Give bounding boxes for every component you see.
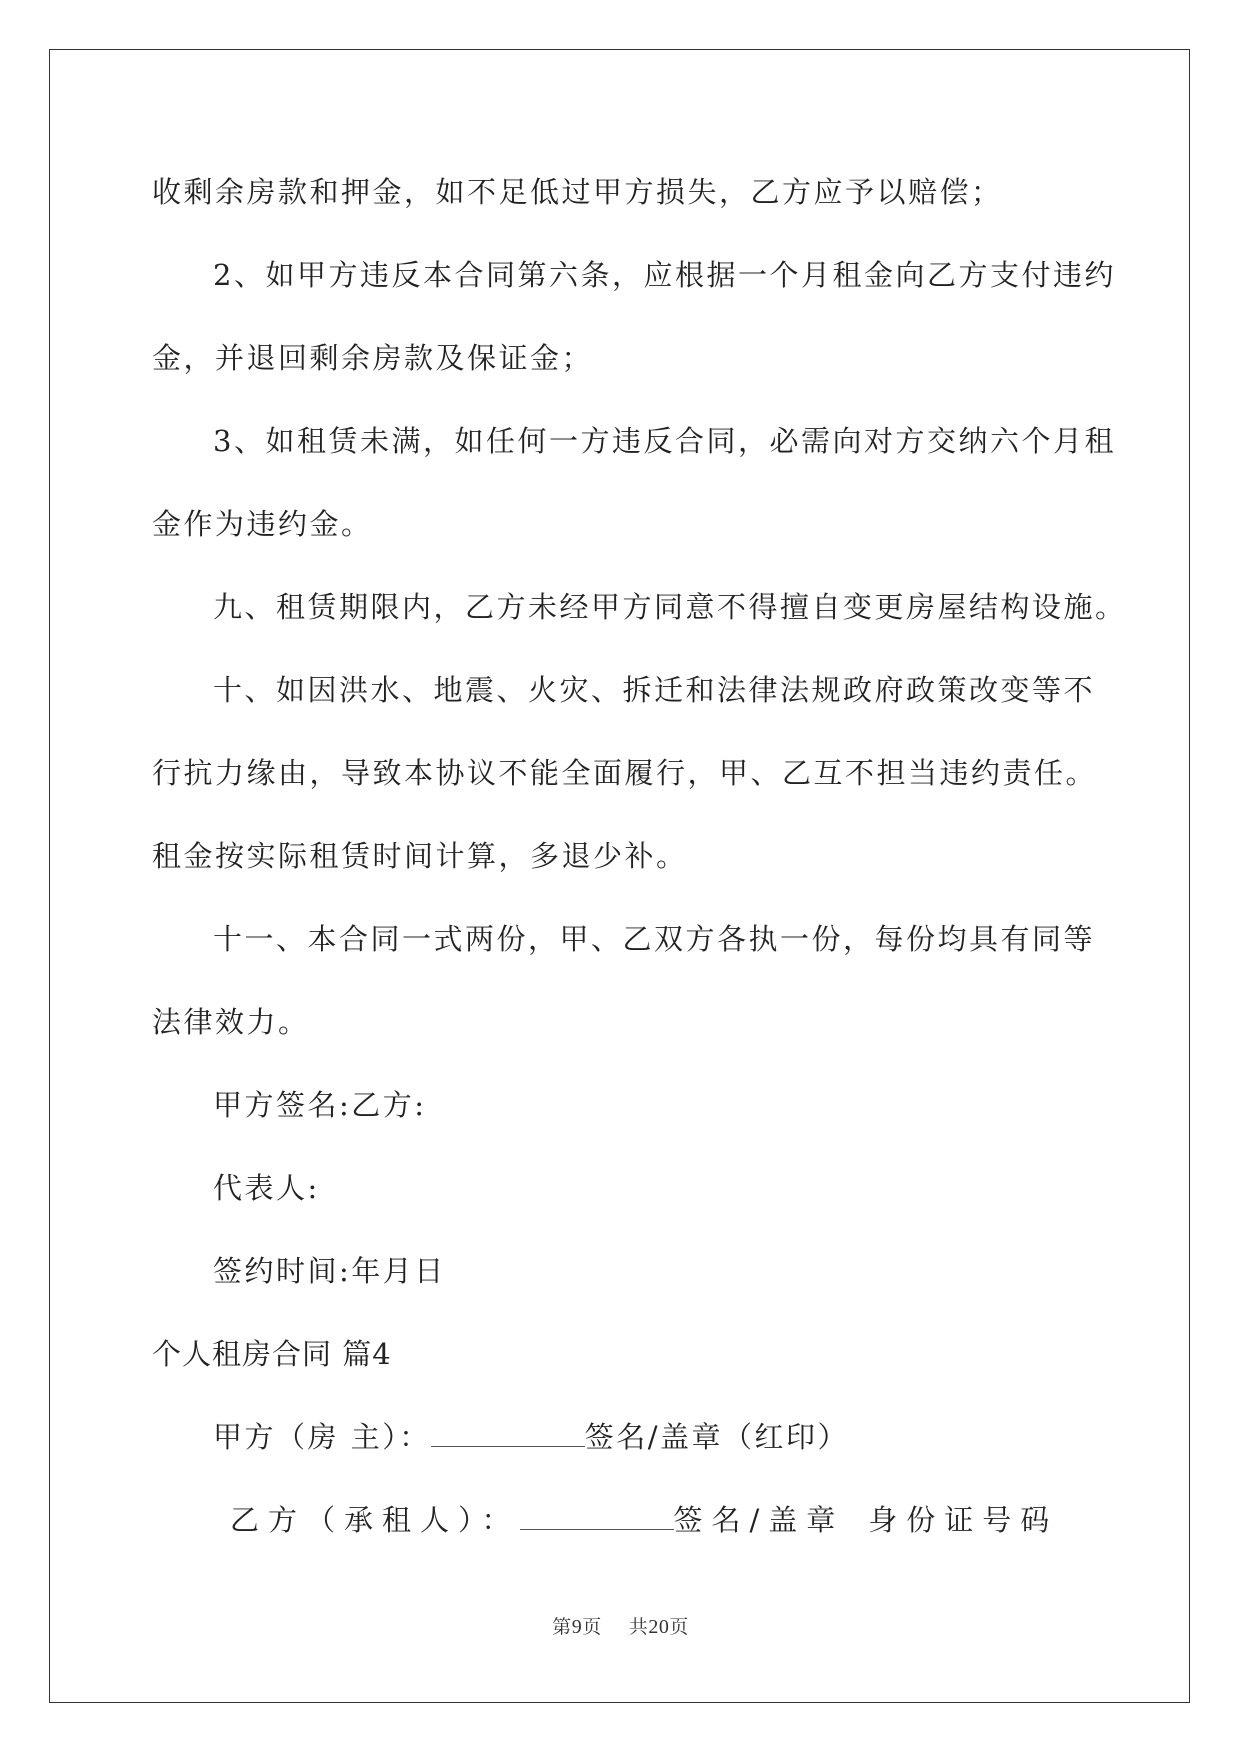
paragraph-line: 法律效力。 (152, 1005, 310, 1039)
party-b-sign: 签名/盖章 (673, 1503, 845, 1537)
paragraph-line: 2、如甲方违反本合同第六条，应根据一个月租金向乙方支付违约 (213, 258, 1116, 292)
party-a-sign: 签名/盖章（红印） (584, 1420, 849, 1454)
paragraph-line: 3、如租赁未满，如任何一方违反合同，必需向对方交纳六个月租 (213, 424, 1116, 458)
representative-line: 代表人: (213, 1171, 320, 1205)
page-footer (0, 1612, 1241, 1639)
page-suffix: 页 (582, 1616, 602, 1638)
total-pages: 20 (648, 1616, 670, 1638)
party-a-line (213, 1417, 849, 1457)
paragraph-line: 金作为违约金。 (152, 507, 373, 541)
paragraph-line: 九、租赁期限内，乙方未经甲方同意不得擅自变更房屋结构设施。 (213, 590, 1127, 624)
page-number: 9 (571, 1616, 583, 1638)
party-b-line (230, 1500, 1058, 1540)
paragraph-line: 租金按实际租赁时间计算，多退少补。 (152, 839, 688, 873)
party-b-id-label: 身份证号码 (868, 1503, 1059, 1537)
party-b-label: 乙方（承租人）： (230, 1503, 520, 1537)
section-title: 个人租房合同 篇4 (152, 1337, 392, 1371)
party-b-blank (520, 1503, 674, 1530)
total-prefix: 共 (628, 1616, 649, 1638)
paragraph-line: 十一、本合同一式两份，甲、乙双方各执一份，每份均具有同等 (213, 922, 1096, 956)
paragraph-line: 十、如因洪水、地震、火灾、拆迁和法律法规政府政策改变等不 (213, 673, 1096, 707)
signature-line: 甲方签名:乙方: (213, 1088, 427, 1122)
signing-date-line: 签约时间:年月日 (213, 1254, 446, 1288)
paragraph-line: 收剩余房款和押金，如不足低过甲方损失，乙方应予以赔偿； (152, 175, 1003, 209)
party-a-blank (431, 1420, 585, 1447)
paragraph-line: 行抗力缘由，导致本协议不能全面履行，甲、乙互不担当违约责任。 (152, 756, 1098, 790)
page-prefix: 第 (552, 1616, 572, 1638)
total-suffix: 页 (669, 1616, 689, 1638)
paragraph-line: 金，并退回剩余房款及保证金； (152, 341, 594, 375)
party-a-label: 甲方（房 主）： (213, 1420, 431, 1454)
